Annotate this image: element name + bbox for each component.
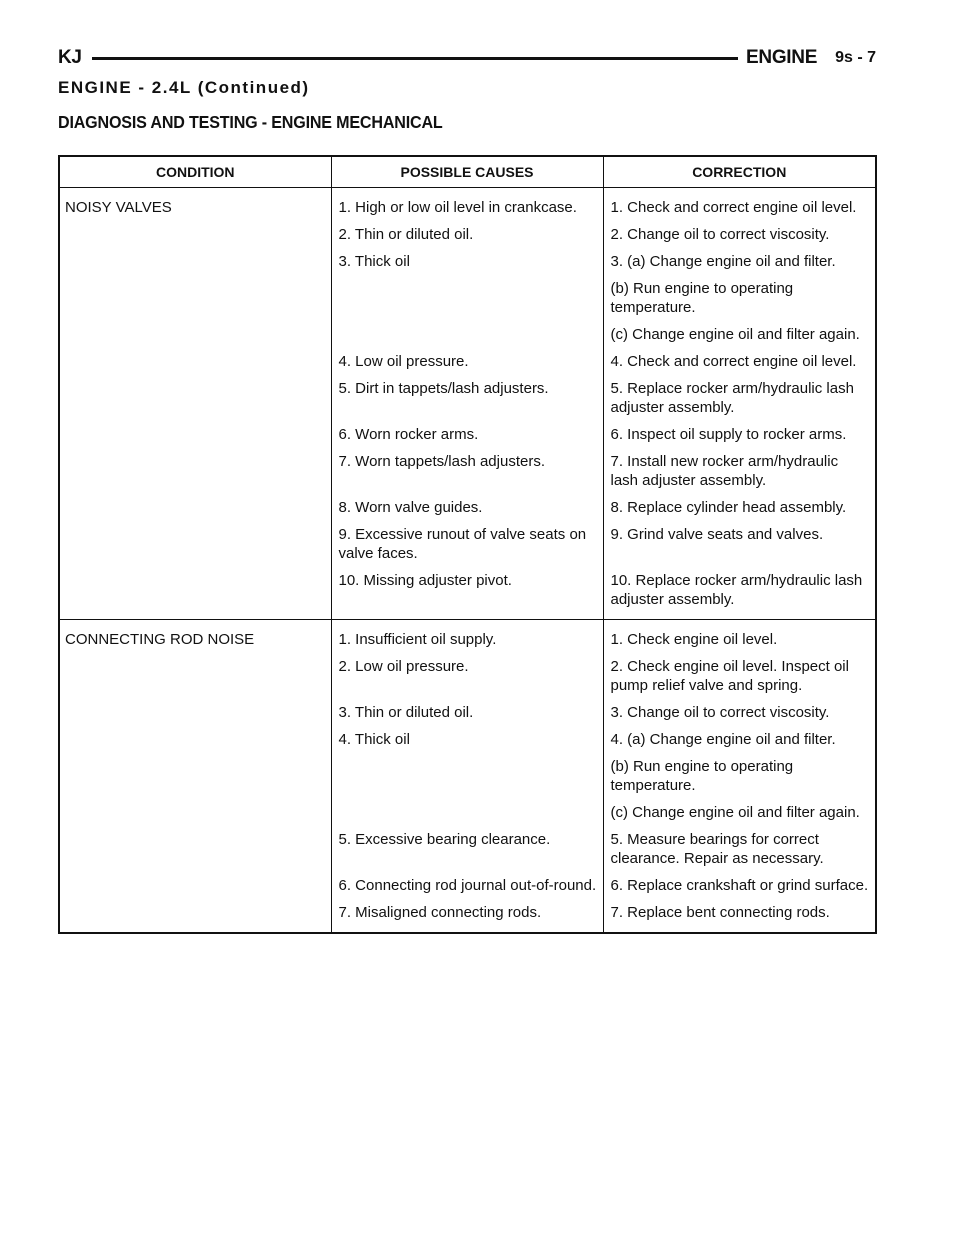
table-row — [59, 221, 876, 248]
cause-cell — [331, 275, 603, 321]
condition-cell: CONNECTING ROD NOISE — [59, 620, 331, 654]
table-row — [59, 275, 876, 321]
cause-cell: 7. Worn tappets/lash adjusters. — [331, 448, 603, 494]
correction-cell: 5. Measure bearings for correct clearance. Repair as necessary. — [603, 826, 876, 872]
condition-cell — [59, 248, 331, 275]
table-row — [59, 872, 876, 899]
condition-cell — [59, 275, 331, 321]
table-row — [59, 899, 876, 933]
table-row — [59, 188, 876, 222]
condition-cell — [59, 826, 331, 872]
cause-cell: 6. Worn rocker arms. — [331, 421, 603, 448]
condition-cell — [59, 421, 331, 448]
correction-cell: 3. (a) Change engine oil and filter. — [603, 248, 876, 275]
correction-cell: (b) Run engine to operating temperature. — [603, 753, 876, 799]
cause-cell: 10. Missing adjuster pivot. — [331, 567, 603, 620]
cause-cell: 9. Excessive runout of valve seats on valve faces. — [331, 521, 603, 567]
condition-cell — [59, 348, 331, 375]
model-code: KJ — [58, 47, 82, 68]
correction-cell: 9. Grind valve seats and valves. — [603, 521, 876, 567]
running-header — [58, 44, 876, 72]
cause-cell — [331, 799, 603, 826]
condition-cell: NOISY VALVES — [65, 199, 172, 216]
correction-cell: 8. Replace cylinder head assembly. — [603, 494, 876, 521]
cause-cell: 4. Thick oil — [331, 726, 603, 753]
condition-cell — [59, 221, 331, 248]
header-rule — [92, 57, 738, 60]
correction-cell: 6. Replace crankshaft or grind surface. — [603, 872, 876, 899]
table-row — [59, 494, 876, 521]
chapter-title: ENGINE — [746, 47, 818, 68]
condition-cell — [59, 321, 331, 348]
cause-cell: 4. Low oil pressure. — [331, 348, 603, 375]
cause-cell: 1. Insufficient oil supply. — [331, 620, 603, 654]
table-row — [59, 620, 876, 654]
cause-cell: 6. Connecting rod journal out-of-round. — [331, 872, 603, 899]
table-row — [59, 321, 876, 348]
header-condition: CONDITION — [59, 156, 331, 188]
cause-cell: 3. Thick oil — [331, 248, 603, 275]
table-row — [59, 448, 876, 494]
cause-cell — [331, 753, 603, 799]
condition-cell — [59, 799, 331, 826]
table-row — [59, 753, 876, 799]
correction-cell: 2. Change oil to correct viscosity. — [603, 221, 876, 248]
page-number: 9s - 7 — [835, 49, 876, 66]
correction-cell: (c) Change engine oil and filter again. — [603, 321, 876, 348]
correction-cell: 4. (a) Change engine oil and filter. — [603, 726, 876, 753]
cause-cell: 8. Worn valve guides. — [331, 494, 603, 521]
cause-cell: 1. High or low oil level in crankcase. — [331, 188, 603, 222]
condition-cell — [59, 753, 331, 799]
correction-cell: (c) Change engine oil and filter again. — [603, 799, 876, 826]
correction-cell: 4. Check and correct engine oil level. — [603, 348, 876, 375]
condition-cell — [59, 699, 331, 726]
correction-cell: 1. Check engine oil level. — [603, 620, 876, 654]
correction-cell: 1. Check and correct engine oil level. — [603, 188, 876, 222]
table-row — [59, 726, 876, 753]
table-row — [59, 421, 876, 448]
condition-cell — [59, 375, 331, 421]
diagnosis-table — [58, 155, 877, 934]
correction-cell: 3. Change oil to correct viscosity. — [603, 699, 876, 726]
table-row — [59, 653, 876, 699]
cause-cell: 5. Excessive bearing clearance. — [331, 826, 603, 872]
table-row — [59, 521, 876, 567]
cause-cell: 3. Thin or diluted oil. — [331, 699, 603, 726]
section-title: DIAGNOSIS AND TESTING - ENGINE MECHANICAL — [58, 112, 443, 132]
table-row — [59, 699, 876, 726]
table-row — [59, 248, 876, 275]
continued-heading: ENGINE - 2.4L (Continued) — [58, 78, 310, 97]
correction-cell: 7. Install new rocker arm/hydraulic lash adjuster assembly. — [603, 448, 876, 494]
correction-cell: 7. Replace bent connecting rods. — [603, 899, 876, 933]
correction-cell: 10. Replace rocker arm/hydraulic lash adjuster assembly. — [603, 567, 876, 620]
condition-cell — [59, 494, 331, 521]
condition-cell — [59, 521, 331, 567]
table-header-row — [59, 156, 876, 188]
cause-cell — [331, 321, 603, 348]
cause-cell: 2. Thin or diluted oil. — [331, 221, 603, 248]
condition-cell — [59, 567, 331, 620]
condition-cell — [59, 726, 331, 753]
condition-cell — [59, 653, 331, 699]
cause-cell: 5. Dirt in tappets/lash adjusters. — [331, 375, 603, 421]
table-row — [59, 826, 876, 872]
cause-cell: 7. Misaligned connecting rods. — [331, 899, 603, 933]
table-row — [59, 375, 876, 421]
correction-cell: 5. Replace rocker arm/hydraulic lash adjuster assembly. — [603, 375, 876, 421]
table-row — [59, 799, 876, 826]
condition-cell — [59, 899, 331, 933]
cause-cell: 2. Low oil pressure. — [331, 653, 603, 699]
correction-cell: 2. Check engine oil level. Inspect oil pump relief valve and spring. — [603, 653, 876, 699]
table-body — [59, 188, 876, 934]
condition-cell — [59, 448, 331, 494]
header-correction: CORRECTION — [603, 156, 876, 188]
header-possible-causes: POSSIBLE CAUSES — [331, 156, 603, 188]
table-row — [59, 348, 876, 375]
condition-cell — [59, 872, 331, 899]
correction-cell: 6. Inspect oil supply to rocker arms. — [603, 421, 876, 448]
correction-cell: (b) Run engine to operating temperature. — [603, 275, 876, 321]
table-row — [59, 567, 876, 620]
